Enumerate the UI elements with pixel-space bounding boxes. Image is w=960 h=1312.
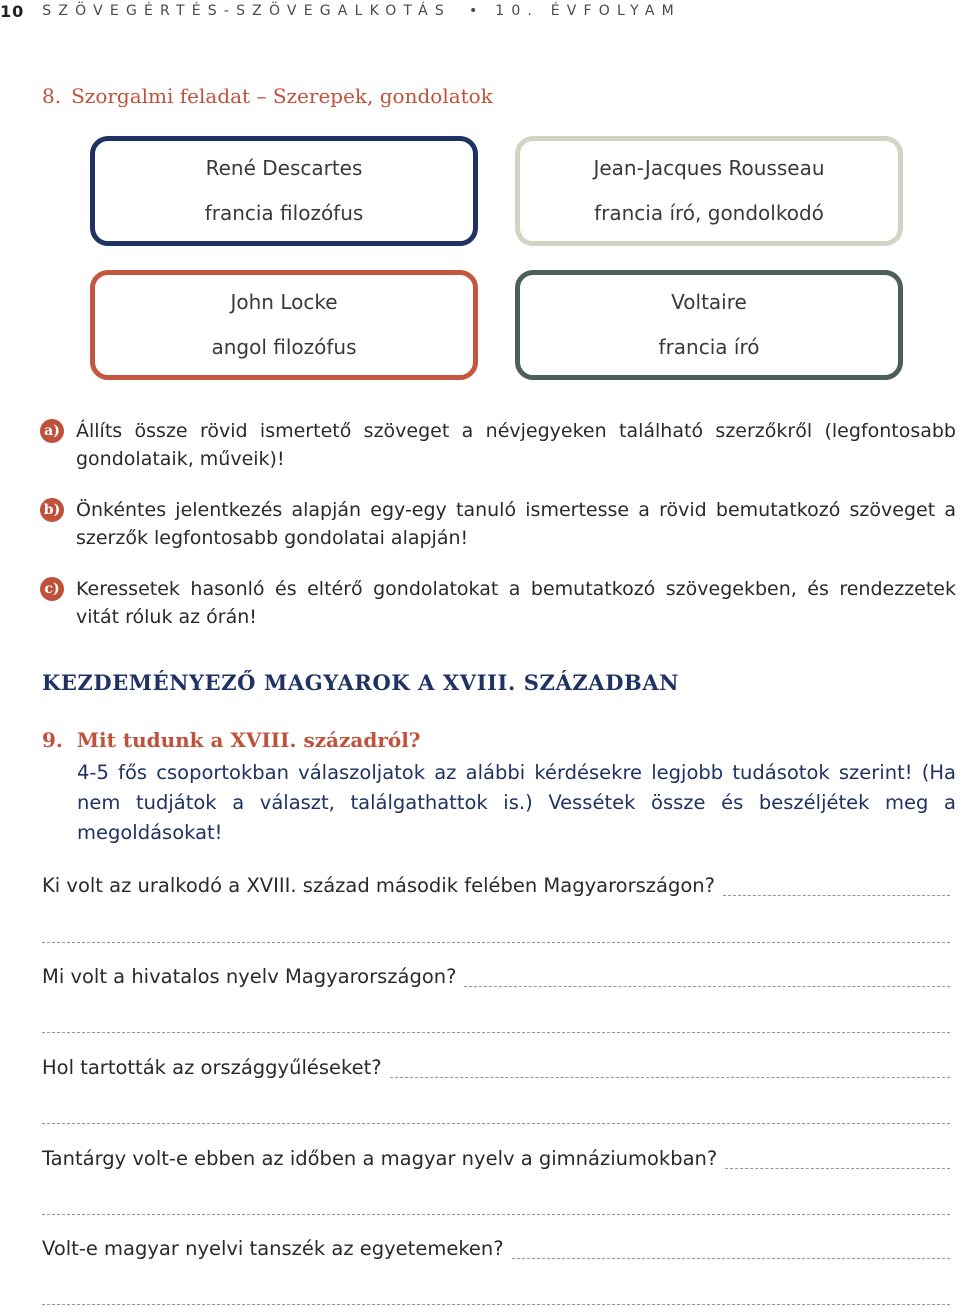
answer-line[interactable]: [42, 942, 950, 943]
name-card-descartes: [90, 136, 478, 246]
page-header: [0, 0, 681, 22]
question-3: [42, 1056, 950, 1079]
question-text: Hol tartották az országgyűléseket?: [42, 1056, 382, 1079]
subtask-c: [40, 575, 956, 631]
answer-line[interactable]: [42, 1123, 950, 1124]
question-5: [42, 1237, 950, 1260]
page-number: 10: [0, 1, 25, 21]
answer-line[interactable]: [723, 895, 950, 896]
answer-line[interactable]: [725, 1168, 950, 1169]
answer-line[interactable]: [42, 1214, 950, 1215]
subtask-badge: a): [40, 419, 64, 443]
card-role: francia író: [658, 335, 760, 359]
subtask-b: [40, 496, 956, 552]
question-4: [42, 1147, 950, 1170]
card-name: Voltaire: [671, 290, 747, 314]
card-role: angol filozófus: [211, 335, 357, 359]
task-8-title-text: Szorgalmi feladat – Szerepek, gondolatok: [71, 84, 493, 108]
task-9-title: [42, 728, 421, 752]
subtask-badge: b): [40, 498, 64, 522]
question-text: Volt-e magyar nyelvi tanszék az egyetemeken?: [42, 1237, 504, 1260]
task-9-instructions: 4-5 fős csoportokban válaszoljatok az alábbi kérdésekre legjobb tudásotok szerint! (Ha nem tudjátok a választ, találgathattok is.) Vessétek össze és beszéljétek meg a megoldásokat!: [77, 761, 956, 844]
card-name: John Locke: [230, 290, 338, 314]
name-card-locke: [90, 270, 478, 380]
question-text: Mi volt a hivatalos nyelv Magyarországon?: [42, 965, 457, 988]
task-8-number: 8.: [42, 84, 62, 108]
name-card-voltaire: [515, 270, 903, 380]
subtask-a: [40, 417, 956, 473]
answer-line[interactable]: [512, 1258, 950, 1259]
header-separator: •: [468, 3, 478, 19]
question-text: Tantárgy volt-e ebben az időben a magyar nyelv a gimnáziumokban?: [42, 1147, 718, 1170]
subtask-text: Önkéntes jelentkezés alapján egy-egy tanuló ismertesse a rövid bemutatkozó szöveget a szerzők legfontosabb gondolatai alapján!: [76, 499, 956, 549]
name-card-rousseau: [515, 136, 903, 246]
question-1: [42, 874, 950, 897]
card-name: René Descartes: [205, 156, 363, 180]
subtask-badge: c): [40, 577, 64, 601]
answer-line[interactable]: [464, 986, 950, 987]
book-title: SZÖVEGÉRTÉS-SZÖVEGALKOTÁS: [42, 3, 451, 19]
grade-label: 10. ÉVFOLYAM: [495, 3, 681, 19]
task-9-title-text: Mit tudunk a XVIII. századról?: [76, 728, 421, 752]
answer-line[interactable]: [42, 1032, 950, 1033]
task-8-title: [42, 84, 493, 108]
card-role: francia filozófus: [204, 201, 364, 225]
answer-line[interactable]: [390, 1077, 950, 1078]
subtask-text: Állíts össze rövid ismertető szöveget a névjegyeken található szerzőkről (legfontosabb gondolataik, műveik)!: [76, 420, 956, 470]
card-name: Jean-Jacques Rousseau: [593, 156, 825, 180]
card-role: francia író, gondolkodó: [594, 201, 824, 225]
question-2: [42, 965, 950, 988]
task-9-number: 9.: [42, 728, 63, 752]
subtask-text: Keressetek hasonló és eltérő gondolatokat a bemutatkozó szövegekben, és rendezzetek vitát róluk az órán!: [76, 578, 956, 628]
question-text: Ki volt az uralkodó a XVIII. század második felében Magyarországon?: [42, 874, 715, 897]
answer-line[interactable]: [42, 1304, 950, 1305]
section-heading: KEZDEMÉNYEZŐ MAGYAROK A XVIII. SZÁZADBAN: [42, 670, 680, 695]
